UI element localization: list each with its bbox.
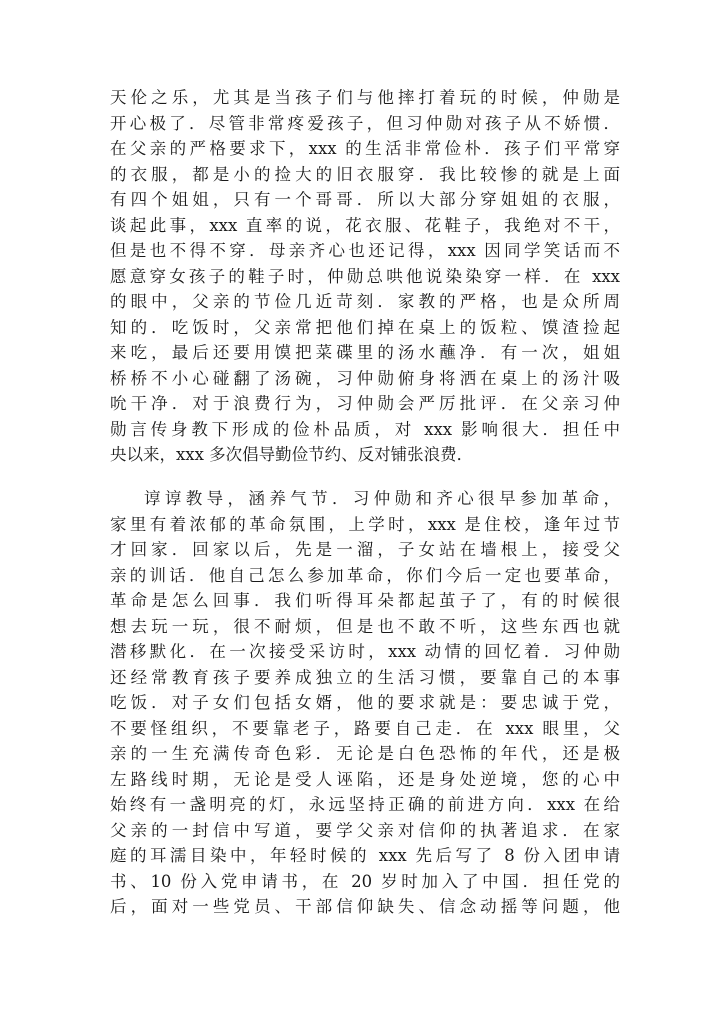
text-line: 的衣服，都是小的捡大的旧衣服穿．我比较惨的就是上面 — [110, 164, 620, 184]
text-line: 吃饭．对子女们包括女婿，他的要求就是：要忠诚于党， — [110, 693, 620, 712]
text-line: 勋言传身教下形成的俭朴品质，对 xxx 影响很大．担任中 — [110, 419, 620, 439]
text-line: 革命是怎么回事．我们听得耳朵都起茧子了，有的时候很 — [110, 591, 620, 610]
text-line: 左路线时期，无论是受人诬陷，还是身处逆境，您的心中 — [110, 769, 620, 789]
text-line: 后，面对一些党员、干部信仰缺失、信念动摇等问题，他 — [110, 897, 620, 916]
text-line: 才回家．回家以后，先是一溜，子女站在墙根上，接受父 — [110, 540, 620, 559]
text-line: 在父亲的严格要求下，xxx 的生活非常俭朴．孩子们平常穿 — [110, 139, 620, 158]
text-line: 央以来，xxx 多次倡导勤俭节约、反对铺张浪费． — [110, 445, 474, 464]
text-line: 始终有一盏明亮的灯，永远坚持正确的前进方向．xxx 在给 — [110, 795, 620, 814]
text-line: 书、10 份入党申请书，在 20 岁时加入了中国．担任党的 — [110, 871, 620, 891]
text-line: 亲的训话．他自己怎么参加革命，你们今后一定也要革命， — [110, 565, 620, 585]
text-line: 潜移默化．在一次接受采访时，xxx 动情的回忆着．习仲勋 — [110, 642, 620, 661]
text-line: 有四个姐姐，只有一个哥哥．所以大部分穿姐姐的衣服， — [110, 190, 620, 209]
text-line: 来吃，最后还要用馍把菜碟里的汤水蘸净．有一次，姐姐 — [110, 343, 620, 362]
text-line: 桥桥不小心碰翻了汤碗，习仲勋俯身将洒在桌上的汤汁吸 — [110, 368, 620, 388]
text-line: 亲的一生充满传奇色彩．无论是白色恐怖的年代，还是极 — [110, 744, 620, 763]
text-line: 父亲的一封信中写道，要学父亲对信仰的执著追求．在家 — [110, 820, 620, 840]
text-line: 谆谆教导，涵养气节．习仲勋和齐心很早参加革命， — [144, 489, 620, 508]
paragraph-teaching — [110, 486, 620, 920]
text-line: 家里有着浓郁的革命氛围，上学时，xxx 是住校，逢年过节 — [110, 514, 620, 534]
text-line: 开心极了．尽管非常疼爱孩子，但习仲勋对孩子从不娇惯． — [110, 113, 620, 133]
paragraph-frugality — [110, 85, 620, 468]
text-line: 谈起此事，xxx 直率的说，花衣服、花鞋子，我绝对不干， — [110, 215, 620, 235]
text-line: 知的．吃饭时，父亲常把他们掉在桌上的饭粒、馍渣捡起 — [110, 317, 620, 337]
text-line: 还经常教育孩子要养成独立的生活习惯，要靠自己的本事 — [110, 667, 620, 687]
text-line: 吮干净．对于浪费行为，习仲勋会严厉批评．在父亲习仲 — [110, 394, 620, 413]
text-line: 庭的耳濡目染中，年轻时候的 xxx 先后写了 8 份入团申请 — [110, 846, 620, 865]
text-line: 天伦之乐，尤其是当孩子们与他摔打着玩的时候，仲勋是 — [110, 88, 620, 107]
text-line: 想去玩一玩，很不耐烦，但是也不敢不听，这些东西也就 — [110, 616, 620, 636]
text-line: 不要怪组织，不要靠老子，路要自己走．在 xxx 眼里，父 — [110, 718, 620, 738]
text-line: 的眼中，父亲的节俭几近苛刻．家教的严格，也是众所周 — [110, 292, 620, 311]
text-line: 愿意穿女孩子的鞋子时，仲勋总哄他说染染穿一样．在 xxx — [110, 266, 620, 286]
text-line: 但是也不得不穿．母亲齐心也还记得，xxx 因同学笑话而不 — [110, 241, 620, 260]
